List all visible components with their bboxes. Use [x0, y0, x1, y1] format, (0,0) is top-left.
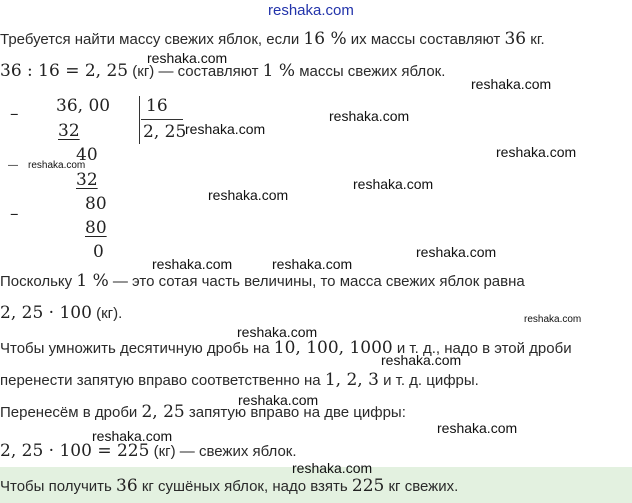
line-1-math-mass: 36	[504, 29, 527, 49]
division-divisor: 16	[146, 96, 168, 116]
text-line-3	[0, 270, 525, 293]
text-line-1	[0, 28, 545, 51]
division-vertical-bar	[139, 96, 140, 144]
answer-text-b: кг сушёных яблок, надо взять	[137, 478, 352, 495]
line-6-text-a: перенести запятую вправо соответственно на	[0, 372, 325, 389]
division-step-2: 40	[76, 145, 98, 165]
line-7-math-fraction: 2, 25	[141, 402, 185, 422]
line-2-text-a: (кг) — составляют	[128, 63, 263, 80]
division-minus-3: –	[10, 204, 19, 224]
line-1-text-b: их массы составляют	[346, 31, 505, 48]
answer-text-c: кг свежих.	[384, 478, 459, 495]
division-step-1: 32	[58, 121, 80, 141]
answer-math-fresh: 225	[351, 476, 385, 496]
watermark: reshaka.com	[416, 244, 497, 260]
watermark-top: reshaka.com	[268, 2, 354, 19]
division-remainder: 0	[93, 242, 104, 262]
division-dividend: 36, 00	[56, 96, 111, 116]
line-7-text-b: запятую вправо на две цифры:	[184, 404, 406, 421]
watermark: reshaka.com	[381, 352, 462, 368]
watermark: reshaka.com	[353, 176, 434, 192]
line-6-text-b: и т. д. цифры.	[378, 372, 479, 389]
line-5-text-a: Чтобы умножить десятичную дробь на	[0, 340, 274, 357]
line-5-text-b: и т. д., надо в этой дроби	[392, 340, 572, 357]
line-8-text-a: (кг) — свежих яблок.	[149, 443, 297, 460]
division-step-3: 32	[76, 170, 98, 190]
watermark: reshaka.com	[496, 144, 577, 160]
line-7-text-a: Перенесём в дроби	[0, 404, 142, 421]
line-1-math-percent: 16 %	[303, 29, 347, 49]
watermark-small: reshaka.com	[524, 314, 582, 325]
text-line-7	[0, 401, 406, 424]
answer-math-dried: 36	[116, 476, 138, 496]
line-2-math-percent: 1 %	[262, 61, 296, 81]
line-5-math-powers: 10, 100, 1000	[273, 338, 393, 358]
answer-text-a: Чтобы получить	[0, 478, 117, 495]
watermark-small: reshaka.com	[28, 160, 86, 171]
division-minus-2: —	[8, 160, 18, 171]
line-3-text-b: — это сотая часть величины, то масса свежих яблок равна	[108, 273, 525, 290]
text-line-4	[0, 302, 122, 325]
line-3-math-percent: 1 %	[76, 271, 109, 291]
watermark: reshaka.com	[208, 187, 289, 203]
watermark: reshaka.com	[292, 460, 373, 476]
watermark: reshaka.com	[329, 108, 410, 124]
division-horizontal-bar	[141, 119, 183, 120]
text-line-8	[0, 440, 297, 463]
watermark: reshaka.com	[185, 121, 266, 137]
text-line-5	[0, 337, 572, 360]
watermark: reshaka.com	[471, 76, 552, 92]
watermark: reshaka.com	[92, 428, 173, 444]
line-4-math-product: 2, 25 · 100	[0, 303, 92, 323]
division-step-5: 80	[85, 218, 107, 238]
line-8-math-result: 2, 25 · 100 = 225	[0, 441, 150, 461]
line-1-text-c: кг.	[526, 31, 545, 48]
division-quotient: 2, 25	[143, 122, 187, 142]
line-4-text-a: (кг).	[91, 305, 123, 322]
watermark: reshaka.com	[272, 256, 353, 272]
line-6-math-digits: 1, 2, 3	[324, 370, 379, 390]
answer-line	[0, 475, 458, 498]
line-2-math-division: 36 : 16 = 2, 25	[0, 61, 129, 81]
watermark: reshaka.com	[237, 324, 318, 340]
watermark: reshaka.com	[238, 392, 319, 408]
text-line-2	[0, 60, 445, 83]
division-minus-1: –	[10, 104, 19, 124]
line-3-text-a: Поскольку	[0, 273, 77, 290]
watermark: reshaka.com	[152, 256, 233, 272]
watermark: reshaka.com	[437, 420, 518, 436]
division-step-4: 80	[85, 194, 107, 214]
watermark: reshaka.com	[147, 50, 228, 66]
text-line-6	[0, 369, 479, 392]
line-2-text-b: массы свежих яблок.	[295, 63, 446, 80]
line-1-text-a: Требуется найти массу свежих яблок, если	[0, 31, 304, 48]
